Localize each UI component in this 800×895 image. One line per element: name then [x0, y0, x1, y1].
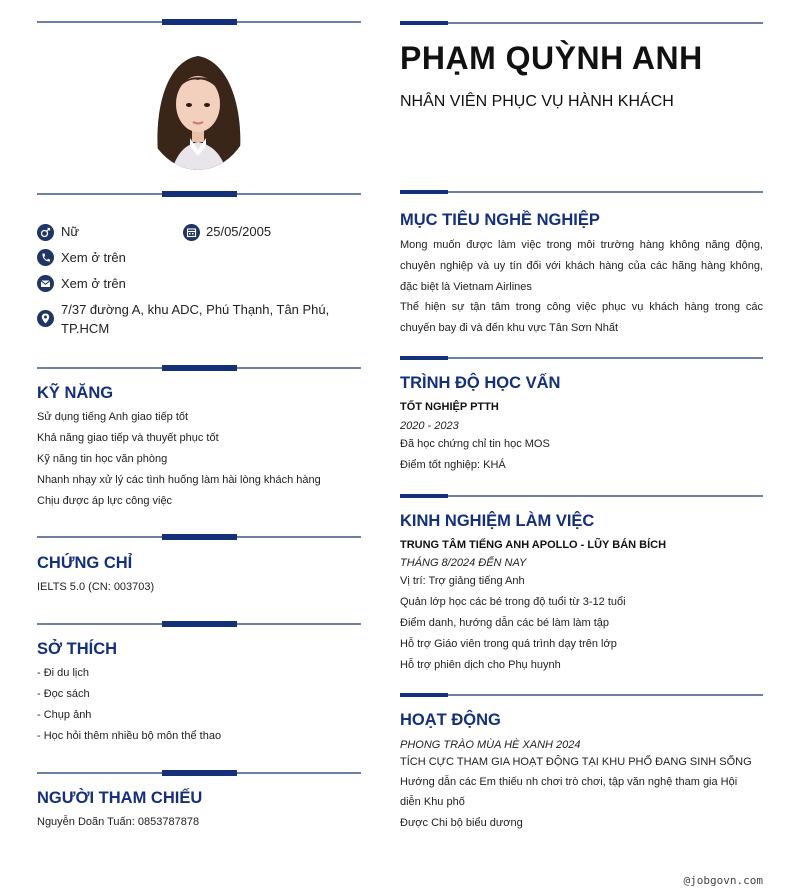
list-item: Vị trí: Trợ giảng tiếng Anh: [400, 575, 525, 587]
divider: [400, 693, 763, 697]
list-item: Nhanh nhạy xử lý các tình huống làm hài lòng khách hàng: [37, 474, 321, 486]
list-item: IELTS 5.0 (CN: 003703): [37, 581, 155, 593]
education-degree: TỐT NGHIỆP PTTH: [400, 401, 499, 413]
list-item: Chịu được áp lực công việc: [37, 495, 173, 507]
objective-heading: MỤC TIÊU NGHỀ NGHIỆP: [400, 211, 600, 229]
divider: [37, 770, 361, 776]
candidate-name: PHẠM QUỲNH ANH: [400, 40, 703, 76]
divider: [400, 494, 763, 498]
address-value: 7/37 đường A, khu ADC, Phú Thạnh, Tân Phú, TP.HCM: [61, 302, 330, 336]
divider: [37, 191, 361, 197]
list-item: Quản lớp học các bé trong độ tuổi từ 3-12 tuổi: [400, 596, 626, 608]
experience-period: THÁNG 8/2024 ĐẾN NAY: [400, 557, 527, 569]
experience-heading: KINH NGHIỆM LÀM VIỆC: [400, 512, 595, 530]
activity-event: PHONG TRÀO MÙA HÈ XANH 2024: [400, 739, 581, 751]
list-item: - Đi du lịch: [37, 667, 89, 679]
education-period: 2020 - 2023: [400, 420, 459, 432]
experience-list: [400, 571, 763, 676]
list-item: Khả năng giao tiếp và thuyết phục tốt: [37, 432, 219, 444]
activity-headline: TÍCH CỰC THAM GIA HOẠT ĐỘNG TẠI KHU PHỐ ĐANG SINH SỐNG: [400, 756, 752, 768]
education-list: [400, 434, 763, 476]
list-item: Đã học chứng chỉ tin học MOS: [400, 438, 550, 450]
divider: [37, 19, 361, 25]
divider: [400, 21, 763, 25]
objective-text: Thể hiện sự tận tâm trong công việc phục vụ khách hàng trong các chuyến bay đi và đến khu vực Tân Sơn Nhất: [400, 301, 763, 334]
watermark: @jobgovn.com: [683, 874, 763, 887]
divider: [37, 621, 361, 627]
activities-list: [400, 772, 745, 834]
location-icon: [37, 310, 54, 327]
list-item: Kỹ năng tin học văn phòng: [37, 453, 168, 465]
hobbies-list: [37, 663, 361, 747]
list-item: Nguyễn Doãn Tuấn: 0853787878: [37, 816, 200, 828]
activities-heading: HOẠT ĐỘNG: [400, 711, 501, 729]
list-item: - Học hỏi thêm nhiều bộ môn thể thao: [37, 730, 222, 742]
experience-company: TRUNG TÂM TIẾNG ANH APOLLO - LŨY BÁN BÍCH: [400, 539, 667, 551]
education-heading: TRÌNH ĐỘ HỌC VẤN: [400, 374, 561, 392]
email-value: Xem ở trên: [61, 276, 126, 291]
list-item: Hướng dẫn các Em thiếu nh chơi trò chơi, tập văn nghệ tham gia Hội diễn Khu phố: [400, 776, 738, 808]
phone-value: Xem ở trên: [61, 250, 126, 265]
objective-text: Mong muốn được làm việc trong môi trường hàng không năng động, chuyên nghiệp và uy tín đối với khách hàng của các hãng hàng không, đặc biệt là Vietnam Airlines: [400, 239, 763, 293]
divider: [400, 356, 763, 360]
skills-list: [37, 407, 361, 512]
certificates-list: [37, 577, 361, 598]
phone-icon: [37, 249, 54, 266]
list-item: Sử dụng tiếng Anh giao tiếp tốt: [37, 411, 189, 423]
divider: [37, 534, 361, 540]
gender-icon: [37, 224, 54, 241]
job-title: NHÂN VIÊN PHỤC VỤ HÀNH KHÁCH: [400, 93, 674, 110]
certificates-heading: CHỨNG CHỈ: [37, 554, 133, 572]
email-icon: [37, 275, 54, 292]
list-item: Được Chi bộ biểu dương: [400, 817, 523, 829]
list-item: Hỗ trợ phiên dịch cho Phụ huynh: [400, 659, 561, 671]
list-item: - Chụp ảnh: [37, 709, 92, 721]
list-item: Hỗ trợ Giáo viên trong quá trình dạy trên lớp: [400, 638, 617, 650]
skills-heading: KỸ NĂNG: [37, 384, 114, 402]
list-item: - Đọc sách: [37, 688, 90, 700]
calendar-icon: [183, 224, 200, 241]
references-list: [37, 812, 361, 833]
list-item: Điểm tốt nghiệp: KHÁ: [400, 459, 506, 471]
gender-value: Nữ: [61, 224, 80, 239]
profile-photo: [142, 42, 254, 170]
hobbies-heading: SỞ THÍCH: [37, 640, 118, 658]
references-heading: NGƯỜI THAM CHIẾU: [37, 789, 203, 807]
list-item: Điểm danh, hướng dẫn các bé làm làm tập: [400, 617, 610, 629]
divider: [400, 190, 763, 194]
birthdate-value: 25/05/2005: [206, 224, 272, 239]
divider: [37, 365, 361, 371]
